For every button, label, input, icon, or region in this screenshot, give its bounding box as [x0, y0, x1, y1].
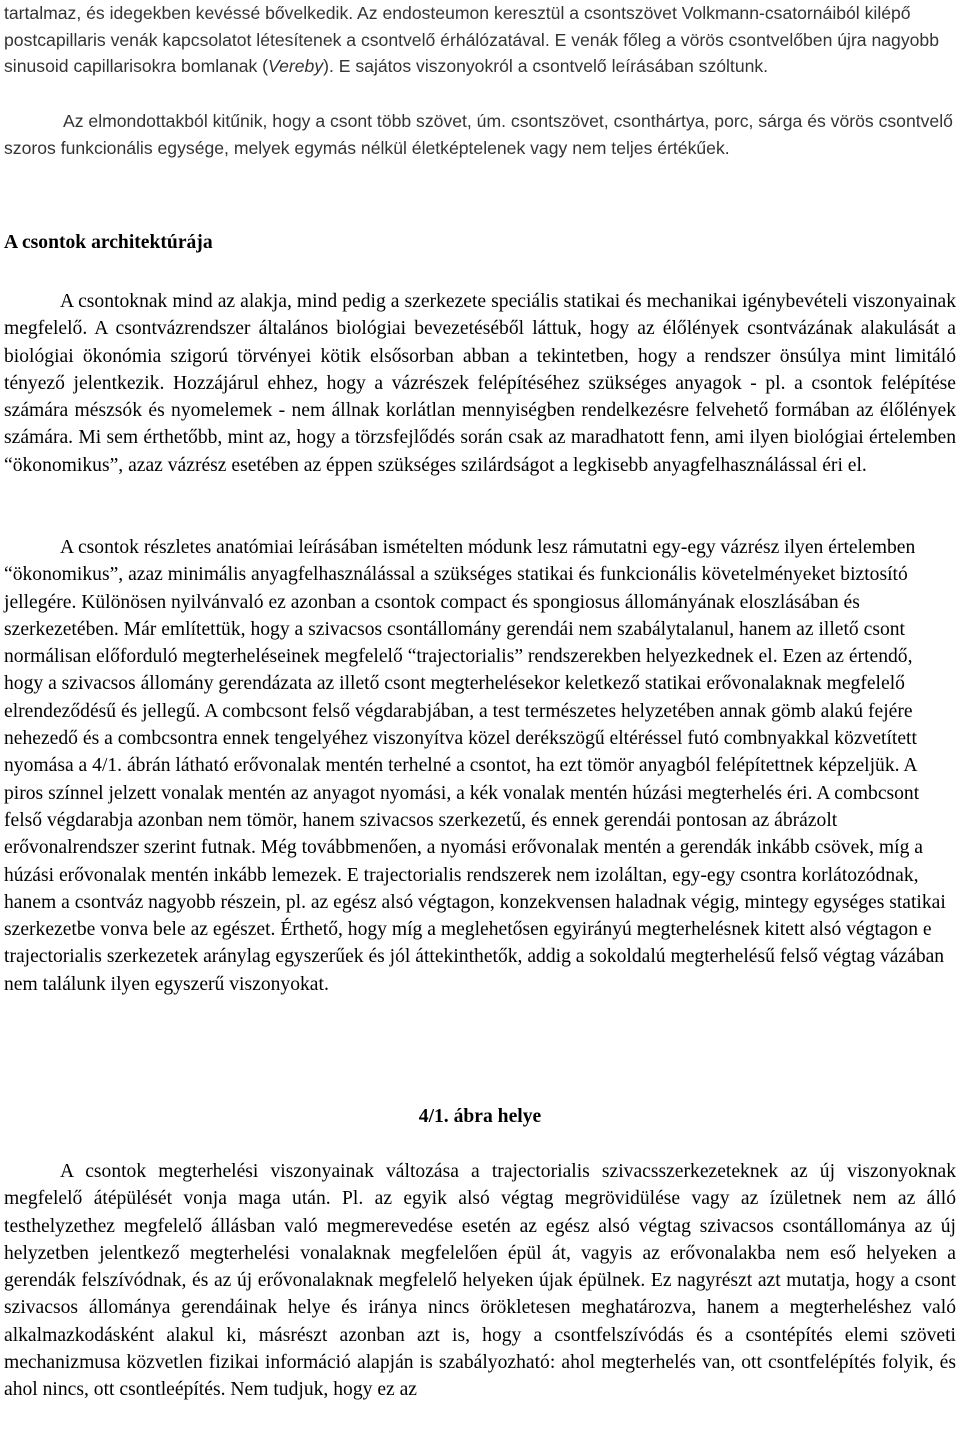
summary-paragraph: Az elmondottakból kitűnik, hogy a csont több szövet, úm. csontszövet, csonthártya, porc, sárga és vörös csontvelő szoros funkcionális egysége, melyek egymás nélkül életképtelenek vagy nem teljes értékűek.: [4, 111, 953, 158]
intro-paragraph-text: tartalmaz, és idegekben kevéssé bővelkedik. Az endosteumon keresztül a csontszövet Volkmann-csatornáiból kilépő postcapillaris venák kapcsolatot létesítenek a csontvelő érhálózatával. E venák főleg a vörös csontvelőben újra nagyobb sinusoid capillarisokra bomlanak (: [4, 3, 939, 77]
architecture-paragraph-1: A csontoknak mind az alakja, mind pedig a szerkezete speciális statikai és mechanikai igénybevételi viszonyainak megfelelő. A csontvázrendszer általános biológiai bevezetéséből láttuk, hogy az élőlények csontvázának alakulását a biológiai ökonómia szigorú törvényei kötik elsősorban abban a tekintetben, hogy a rendszer önsúlya mint limitáló tényező jelentkezik. Hozzájárul ehhez, hogy a vázrészek felépítéséhez szükséges anyagok - pl. a csontok felépítése számára mészsók és nyomelemek - nem állnak korlátlan mennyiségben rendelkezésre felvehető formában az élőlények számára. Mi sem érthetőbb, mint az, hogy a törzsfejlődés során csak az maradhatott fenn, ami ilyen biológiai értelemben “ökonomikus”, azaz vázrész esetében az éppen szükséges szilárdságot a legkisebb anyagfelhasználással éri el.: [4, 291, 956, 476]
section-heading: A csontok architektúrája: [4, 232, 213, 253]
intro-paragraph: [4, 0, 956, 80]
architecture-paragraph-2: A csontok részletes anatómiai leírásában ismételten módunk lesz rámutatni egy-egy vázrész ilyen értelemben “ökonomikus”, azaz minimális anyagfelhasználással a szükséges statikai és funkcionális követelményeket biztosító jellegére. Különösen nyilvánvaló ez azonban a csontok compact és spongiosus állományának eloszlásában és szerkezetében. Már említettük, hogy a szivacsos csontállomány gerendái nem szabálytalanul, hanem az illető csont normálisan előforduló megterheléseinek megfelelő “trajectorialis” rendszerekben helyezkednek el. Ezen az értendő, hogy a szivacsos állomány gerendázata az illető csont megterhelésekor keletkező statikai erővonalaknak megfelelő elrendeződésű és jellegű. A combcsont felső végdarabjában, a test természetes helyzetében annak gömb alakú fejére nehezedő és a combcsontra ennek tengelyéhez viszonyítva közel derékszögű eltéréssel futó combnyakkal közvetített nyomása a 4/1. ábrán látható erővonalak mentén terhelné a csontot, ha ezt tömör anyagból felépítettnek képzeljük. A piros színnel jelzett vonalak mentén az anyagot nyomási, a kék vonalak mentén húzási megterhelés éri. A combcsont felső végdarabja azonban nem tömör, hanem szivacsos szerkezetű, és ennek gerendái pontosan az ábrázolt erővonalrendszer szerint futnak. Még továbbmenően, a nyomási erővonalak mentén a gerendák inkább csövek, míg a húzási erővonalak mentén inkább lemezek. E trajectorialis rendszerek nem izoláltan, egy-egy csontra korlátozódnak, hanem a csontváz nagyobb részein, pl. az egész alsó végtagon, konzekvensen haladnak végig, mintegy egységes statikai szerkezetbe vonva bele az egészet. Érthető, hogy míg a meglehetősen egyirányú megterhelésnek kitett alsó végtagon e trajectorialis szerkezetek aránylag egyszerűek és jól áttekinthetők, addig a sokoldalú megterhelésű felső végtag vázában nem találunk ilyen egyszerű viszonyokat.: [4, 537, 946, 995]
author-name: Vereby: [268, 56, 324, 77]
remodeling-paragraph: A csontok megterhelési viszonyainak változása a trajectorialis szivacsszerkezeteknek az új viszonyoknak megfelelő átépülését vonja maga után. Pl. az egyik alsó végtag megrövidülése vagy az ízületnek nem az álló testhelyzethez megfelelő állásban való megmerevedése esetén az egész alsó végtag szivacsos csontállománya az új helyzetben jelentkező megterhelési vonalaknak megfelelően épül át, vagyis az erővonalakba nem eső helyeken a gerendák felszívódnak, és az új erővonalaknak megfelelő helyeken újak épülnek. Ez nagyrészt azt mutatja, hogy a csont szivacsos állománya gerendáinak helye és iránya nincs örökletesen meghatározva, hanem a megterheléshez való alkalmazkodásként alakul ki, másrészt azonban azt is, hogy a csontfelszívódás és a csontépítés elemi szöveti mechanizmusa közvetlen fizikai információ alapján is szabályozható: ahol megterhelés van, ott csontfelépítés folyik, és ahol nincs, ott csontleépítés. Nem tudjuk, hogy ez az: [4, 1161, 956, 1401]
intro-paragraph-end: ). E sajátos viszonyokról a csontvelő leírásában szóltunk.: [323, 56, 769, 77]
figure-placeholder: 4/1. ábra helye: [418, 1106, 542, 1127]
